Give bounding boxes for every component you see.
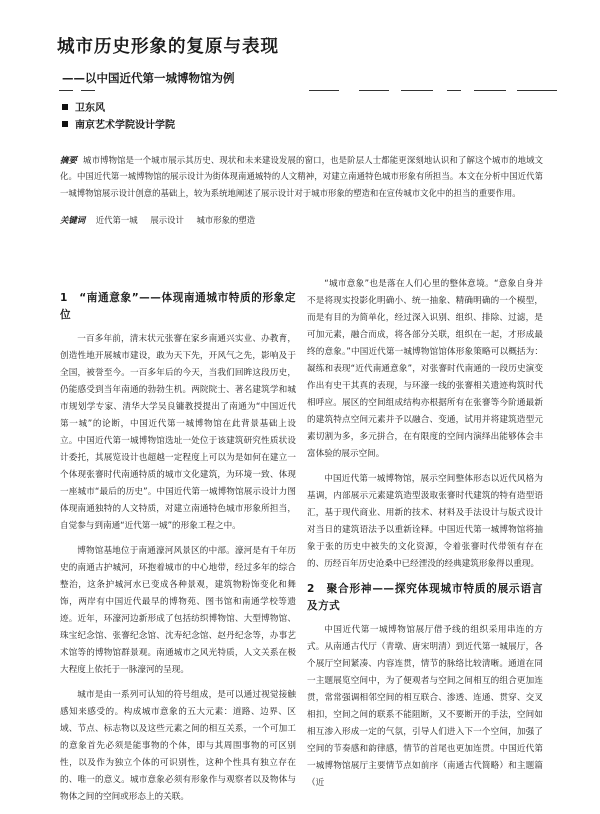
keyword: 近代第一城 [95, 215, 138, 225]
paragraph: 城市是由一系列可认知的符号组成，是可以通过视觉接触感知来感受的。构成城市意象的五大元素：道路、边界、区域、节点、标志物以及这些元素之间的相互关系，一个可加工的意象首先必须是能事物的个体，即与其周围事物的可区别性，以及作为独立个体的可识别性，这种个性具有独立存在的、唯一的意义。城市意象必须有形象作与观察者以及物体与物体之间的空间或形态上的关联。 [60, 690, 296, 802]
keyword: 展示设计 [150, 215, 184, 225]
author-affiliation: 南京艺术学院设计学院 [62, 116, 175, 131]
bullet-square-icon [62, 104, 68, 110]
paragraph: “城市意象”也是落在人们心里的整体意境。“意象自身并不是将现实投影化明确小、统一抽象、精确明确的一个模型，而是有目的为简单化，经过深入识别、组织、排除、过滤，是可加元素，融合而成，将各部分关联，组织在一起，才形成最终的意象。”中国近代第一城博物馆馆体形象策略可以概括为：凝练和表现“近代南通意象”，对张謇时代南通的一段历史演变作出有史干其真的表现，与环濠一线的张謇相关遗迹构筑时代相呼应。展区的空间组成结构亦根据所有在张謇等今阶通最新的建筑特点空间元素并予以融合、变通，试用并将建筑造型元素切割为多，多元拼合，在有限度的空间内演绎出能够体会丰富体验的展示空间。 [307, 279, 543, 459]
paragraph: 一百多年前，清末状元张謇在家乡南通兴实业、办教育，创造性地开展城市建设，敢为天下先，开风气之先，影响及于全国，被誉至今。一百多年后的今天，当我们回眸这段历史，仍能感受到当年南通的勃勃生机。两院院士、著名建筑学和城市规划学专家、清华大学吴良镛教授提出了南通为“中国近代第一城”的论断，中国近代第一城博物馆在此背景基础上设立。中国近代第一城博物馆选址一处位于该建筑研究性质状设计委托，其展览设计也超越一定程度上可以为是如何在建立一个体现张謇时代南通特质的城市文化建筑，为环境一致、体现一座城市“最后的历史”。中国近代第一城博物馆展示设计力图体现南通独特的人文特质，对建立南通特色城市形象所担当，自觉参与到南通“近代第一城”的形象工程之中。 [60, 334, 296, 531]
abstract-label: 摘要 [60, 155, 78, 165]
title-rule [59, 90, 557, 92]
article-subtitle: ——以中国近代第一城博物馆为例 [62, 71, 235, 85]
paragraph: 中国近代第一城博物馆，展示空间整体形态以近代风格为基调，内部展示元素建筑造型汲取张謇时代建筑的特有造型语汇，基于现代商业、用新的技术、材料及手法设计与版式设计对当日的建筑语法予以重新诠释。中国近代第一城博物馆将抽象于张的历史中被失的文化资源，令着张謇时代带领有存在的、历经百年历史沧桑中已经湮没的经典建筑形象得以重现。 [307, 474, 543, 569]
left-column [60, 290, 296, 814]
abstract [60, 152, 543, 201]
abstract-text: 城市博物馆是一个城市展示其历史、现状和未来建设发展的窗口，也是阶层人士都能更深刻地认识和了解这个城市的地域文化。中国近代第一城博物馆的展示设计为街体现南通城特的人文精神，对建立南通特色城市形象有所担当。本文在分析中国近代第一城博物馆展示设计创意的基础上，较为系统地阐述了展示设计对于城市形象的塑造和在宣传城市文化中的担当的重要作用。 [60, 155, 544, 198]
section2-heading: 2 聚合形神——探究体现城市特质的展示语言及方式 [307, 583, 543, 612]
section1-heading: 1 “南通意象”——体现南通城市特质的形象定位 [60, 292, 296, 321]
author-name: 卫东风 [62, 99, 105, 114]
keywords [60, 214, 265, 226]
right-column [307, 276, 543, 800]
paragraph: 博物馆基地位于南通濠河风景区的中部。濠河是有千年历史的南通古护城河，环抱着城市的中心地带，经过多年的综合整治，这条护城河水已变成各种景观，建筑物粉饰变化和舞饰，两岸有中国近代最早的博物苑、图书馆和南通学校等遗迹。近年，环濠河边新形成了包括纺织博物馆、大型博物馆、珠宝纪念馆、张謇纪念馆、沈寿纪念馆、赵丹纪念等，办事艺术馆等的博物馆群景观。南通城市之风光特质，人文关系在极大程度上依托于一脉濠河的呈现。 [60, 546, 296, 675]
keywords-label: 关键词 [60, 215, 86, 225]
bullet-square-icon [62, 121, 68, 127]
paragraph: 中国近代第一城博物馆展厅借予线的组织采用串连的方式。从南通古代厅（青墩、唐宋明清）到近代第一城展厅，各个展厅空间紧凑、内容连贯，情节的脉络比较清晰。通道在同一主题展览空间中，为了便观者与空间之间相互的组合更加连贯，常常强调相邻空间的相互联合、渗透、连通、贯穿、交叉相扣，空间之间的联系不能阻断，又不要断开的手法，空间如相互渗入形成一定的气氛，引导人们进入下一个空间，加强了空间的节奏感和韵律感，情节的首尾也更加连贯。中国近代第一城博物馆展厅主要情节点如前序（南通古代简略）和主题篇（近 [307, 625, 543, 788]
keyword: 城市形象的塑造 [196, 215, 256, 225]
article-title: 城市历史形象的复原与表现 [57, 37, 279, 57]
